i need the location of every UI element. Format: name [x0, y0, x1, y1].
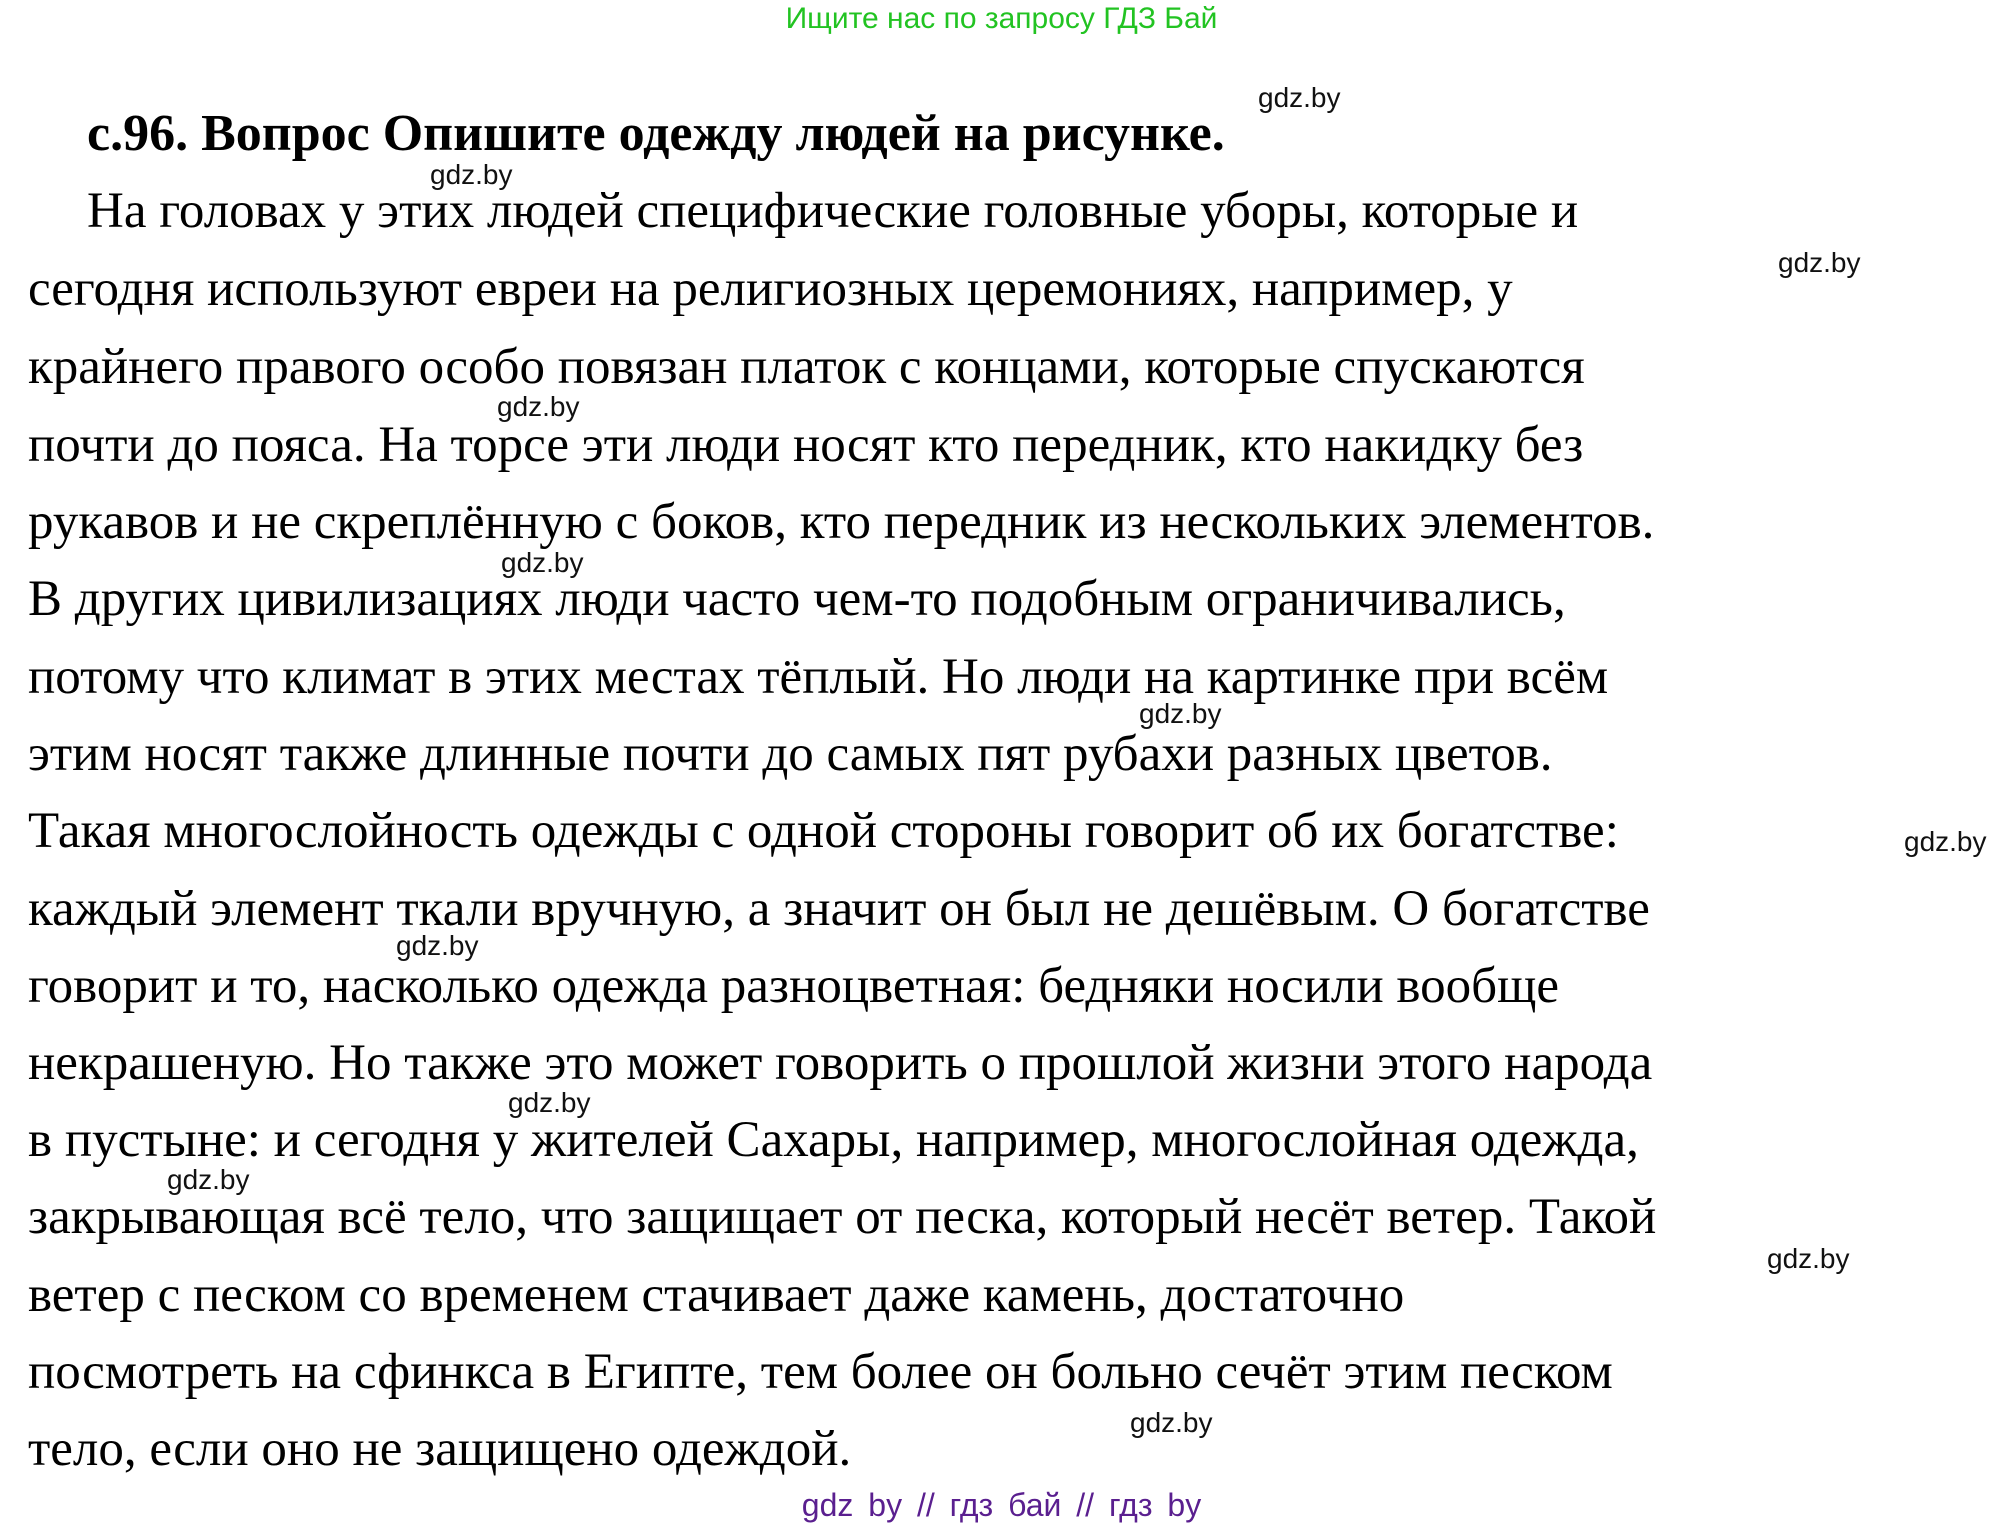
- text-line: На головах у этих людей специфические головные уборы, которые и: [87, 183, 1579, 239]
- watermark-text: gdz.by: [1767, 1243, 1850, 1274]
- watermark-text: gdz.by: [497, 391, 580, 422]
- watermark-text: gdz.by: [501, 547, 584, 578]
- text-line: закрывающая всё тело, что защищает от песка, который несёт ветер. Такой: [28, 1189, 1657, 1245]
- text-line: ветер с песком со временем стачивает даже камень, достаточно: [28, 1267, 1405, 1323]
- text-line: потому что климат в этих местах тёплый. Но люди на картинке при всём: [28, 649, 1609, 705]
- search-banner: Ищите нас по запросу ГДЗ Бай: [785, 2, 1218, 35]
- watermark-text: gdz.by: [1778, 247, 1861, 278]
- text-line: В других цивилизациях люди часто чем-то подобным ограничивались,: [28, 571, 1566, 627]
- page-title: с.96. Вопрос Опишите одежду людей на рисунке.: [87, 105, 1225, 162]
- footer-links: gdz by // гдз бай // гдз by: [801, 1487, 1202, 1523]
- text-line: каждый элемент ткали вручную, а значит он был не дешёвым. О богатстве: [28, 881, 1650, 937]
- text-line: почти до пояса. На торсе эти люди носят кто передник, кто накидку без: [28, 417, 1584, 473]
- text-line: этим носят также длинные почти до самых пят рубахи разных цветов.: [28, 726, 1553, 782]
- watermark-text: gdz.by: [430, 159, 513, 190]
- watermark-text: gdz.by: [167, 1164, 250, 1195]
- text-line: говорит и то, насколько одежда разноцветная: бедняки носили вообще: [28, 958, 1559, 1014]
- watermark-text: gdz.by: [1130, 1407, 1213, 1438]
- text-line: посмотреть на сфинкса в Египте, тем более он больно сечёт этим песком: [28, 1344, 1613, 1400]
- watermark-text: gdz.by: [1139, 698, 1222, 729]
- text-line: Такая многослойность одежды с одной стороны говорит об их богатстве:: [28, 803, 1619, 859]
- text-line: некрашеную. Но также это может говорить о прошлой жизни этого народа: [28, 1035, 1653, 1091]
- text-line: в пустыне: и сегодня у жителей Сахары, например, многослойная одежда,: [28, 1112, 1639, 1168]
- watermark-text: gdz.by: [1258, 82, 1341, 113]
- watermark-text: gdz.by: [396, 930, 479, 961]
- text-line: крайнего правого особо повязан платок с концами, которые спускаются: [28, 339, 1585, 395]
- text-line: сегодня используют евреи на религиозных церемониях, например, у: [28, 261, 1513, 317]
- watermark-text: gdz.by: [1904, 826, 1987, 857]
- watermark-text: gdz.by: [508, 1087, 591, 1118]
- text-line: рукавов и не скреплённую с боков, кто передник из нескольких элементов.: [28, 494, 1655, 550]
- text-line: тело, если оно не защищено одеждой.: [28, 1421, 852, 1477]
